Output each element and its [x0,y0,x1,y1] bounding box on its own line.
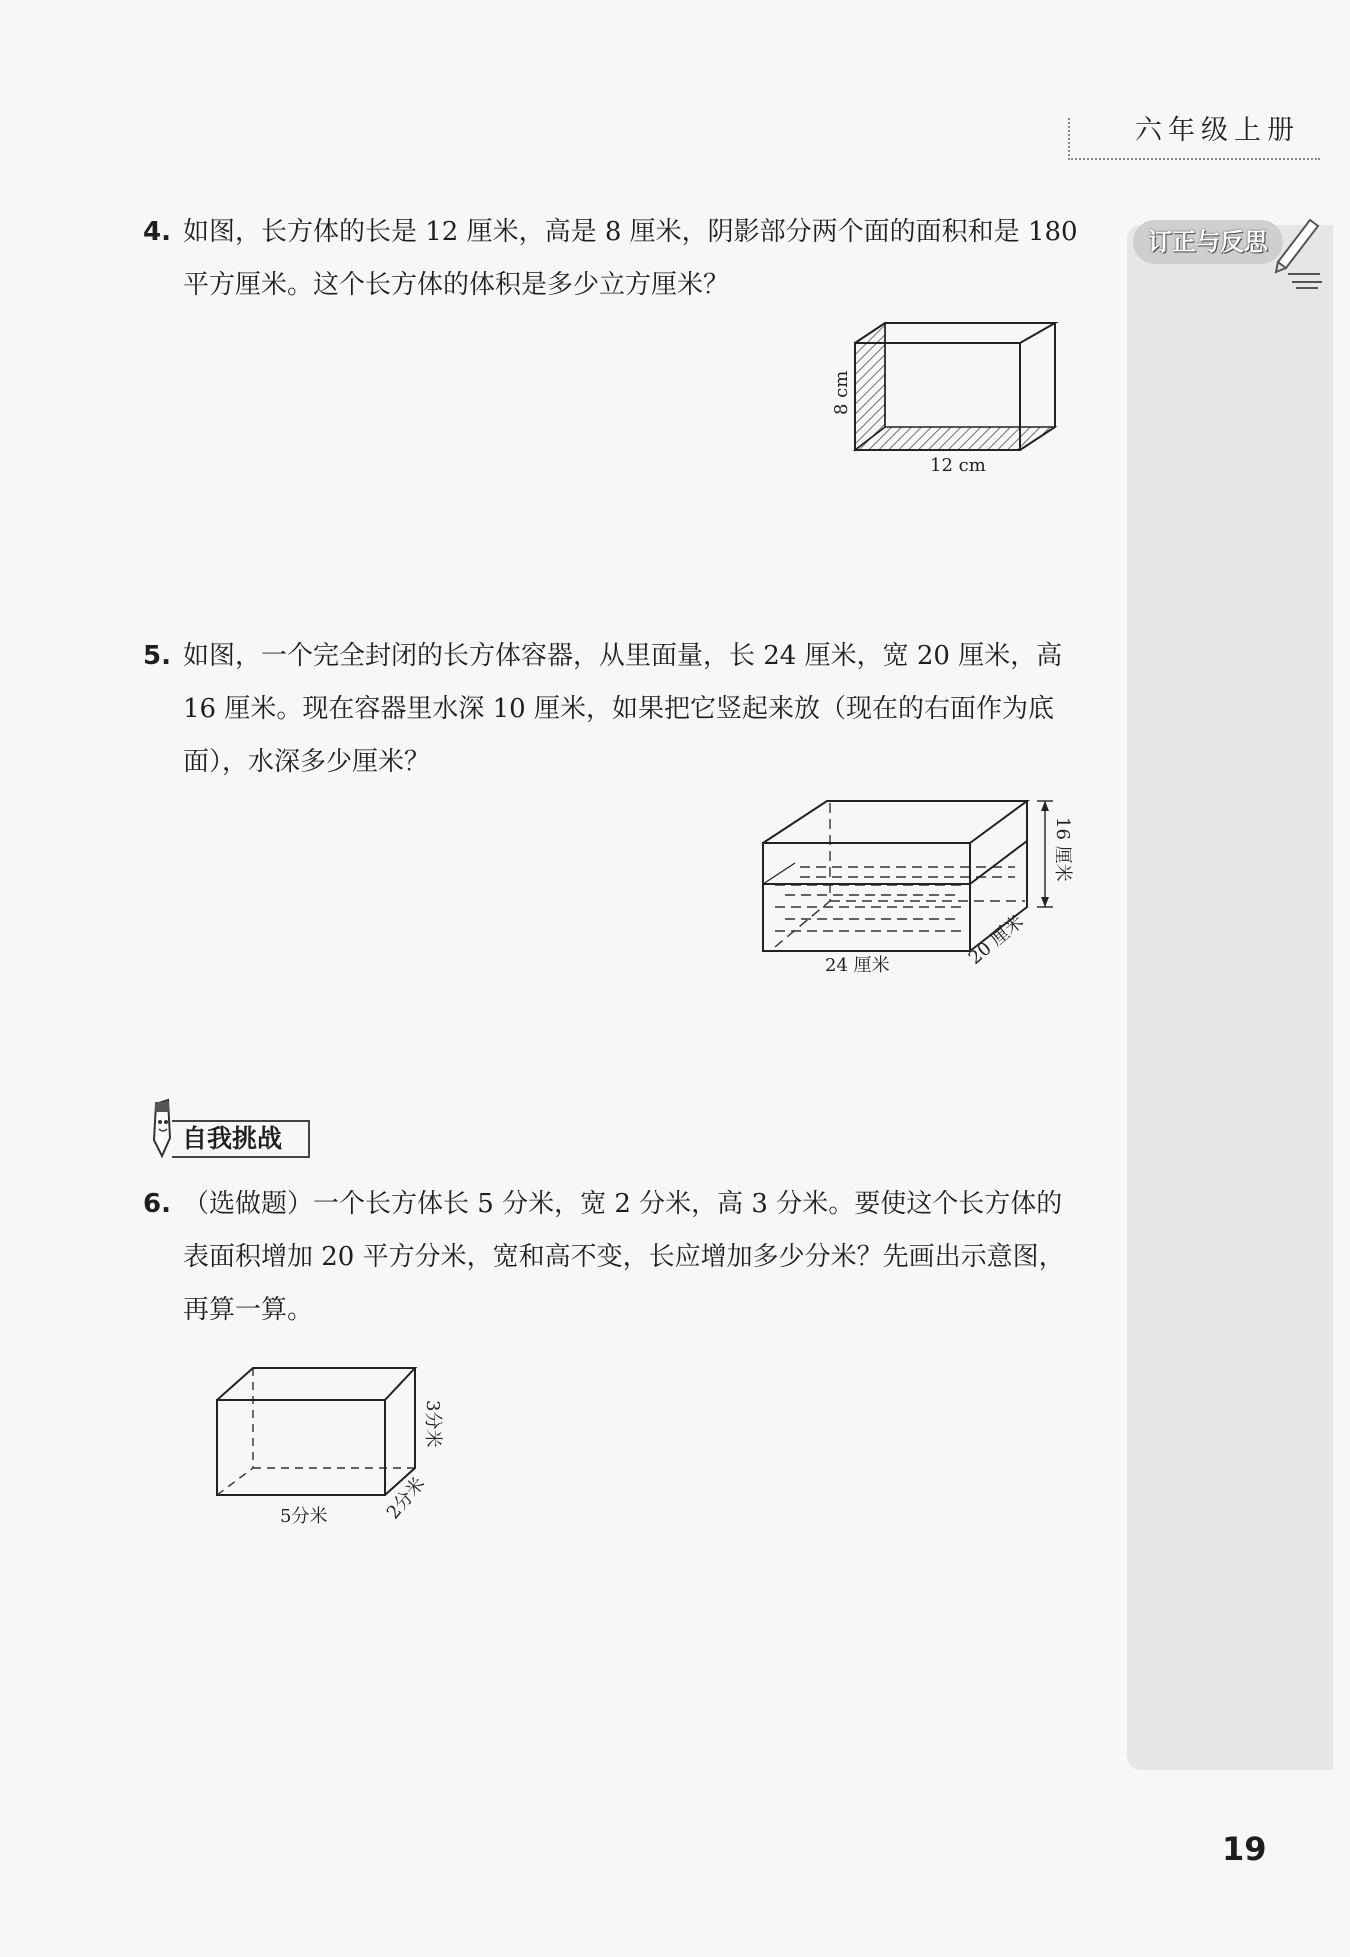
cuboid-figure-q4 [825,315,1065,480]
question-number: 4. [143,217,171,247]
pencil-icon [1268,212,1328,292]
length-label: 24 厘米 [825,955,890,975]
question-text: 如图，一个完全封闭的长方体容器，从里面量，长 24 厘米，宽 20 厘米，高 16 厘米。现在容器里水深 10 厘米，如果把它竖起来放（现在的右面作为底面），水深多少厘米？ [183,641,1063,777]
question-6 [143,1178,1088,1337]
length-label: 12 cm [930,455,986,476]
question-number: 5. [143,641,171,671]
question-text: （选做题）一个长方体长 5 分米，宽 2 分米，高 3 分米。要使这个长方体的表面积增加 20 平方分米，宽和高不变，长应增加多少分米？先画出示意图，再算一算。 [183,1189,1065,1325]
question-5 [143,630,1088,789]
challenge-label: 自我挑战 [172,1120,310,1158]
height-label: 16 厘米 [1052,817,1073,882]
height-label: 3分米 [422,1400,443,1448]
cuboid-figure-q6 [205,1360,465,1540]
question-text: 如图，长方体的长是 12 厘米，高是 8 厘米，阴影部分两个面的面积和是 180 平方厘米。这个长方体的体积是多少立方厘米？ [183,217,1078,300]
container-figure-q5 [755,795,1085,975]
length-label: 5分米 [280,1506,328,1527]
question-4 [143,206,1088,312]
width-label: 2分米 [382,1473,430,1524]
height-label: 8 cm [831,370,852,415]
correction-panel [1127,225,1333,1770]
page-number: 19 [1222,1830,1267,1868]
correction-tab-label: 订正与反思 [1133,220,1283,264]
grade-label: 六年级上册 [1135,115,1300,146]
question-number: 6. [143,1189,171,1219]
width-label: 20 厘米 [964,911,1028,969]
